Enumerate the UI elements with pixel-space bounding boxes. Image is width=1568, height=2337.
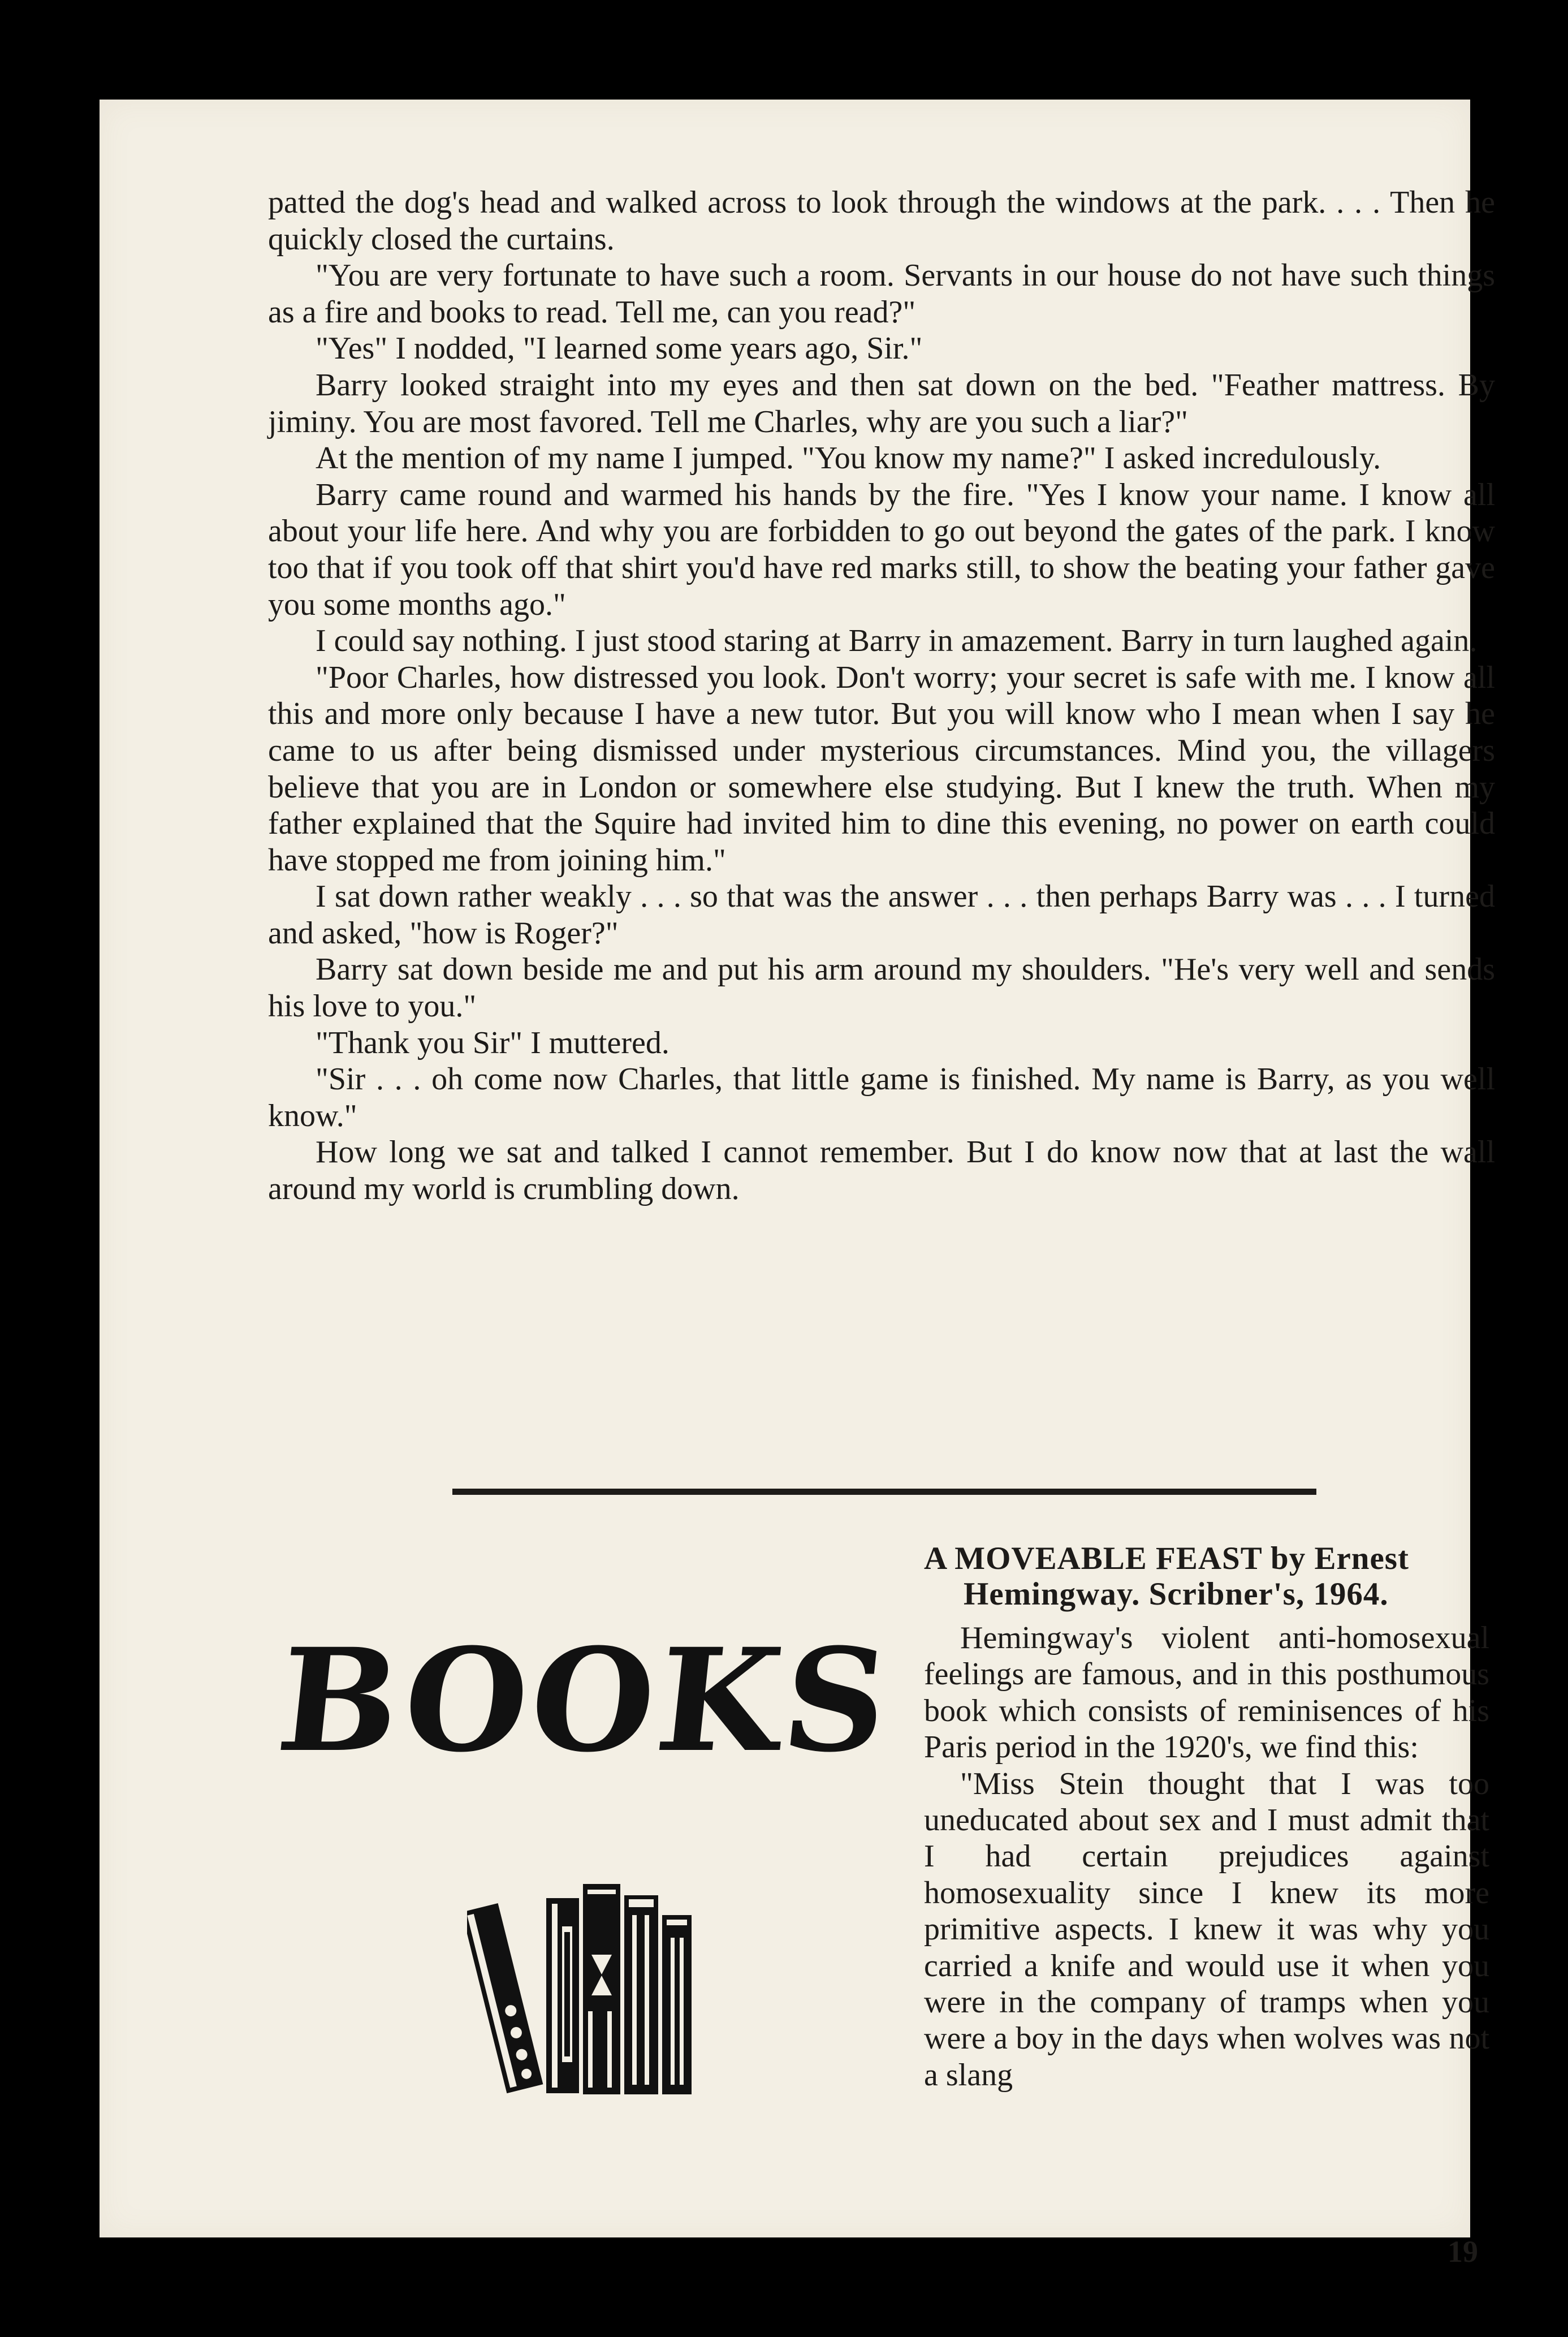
story-paragraph: "You are very fortunate to have such a room. Servants in our house do not have such things as a fire and books to read. Tell me, can you read?" bbox=[268, 258, 1495, 330]
story-paragraph: How long we sat and talked I cannot remember. But I do know now that at last the wall around my world is crumbling down. bbox=[268, 1135, 1495, 1207]
story-paragraph: I sat down rather weakly . . . so that was the answer . . . then perhaps Barry was . . . I turned and asked, "how is Roger?" bbox=[268, 879, 1495, 951]
story-paragraph: "Yes" I nodded, "I learned some years ago, Sir." bbox=[316, 331, 923, 366]
story-paragraph: At the mention of my name I jumped. "You know my name?" I asked incredulously. bbox=[316, 441, 1381, 476]
story-paragraph: Barry looked straight into my eyes and then sat down on the bed. "Feather mattress. By jiminy. You are most favored. Tell me Charles, why are you such a liar?" bbox=[268, 367, 1495, 439]
story-paragraph: "Thank you Sir" I muttered. bbox=[316, 1025, 669, 1060]
story-text bbox=[268, 184, 1495, 1208]
section-divider bbox=[452, 1489, 1316, 1495]
magazine-page bbox=[100, 100, 1495, 2269]
story-paragraph: Barry came round and warmed his hands by the fire. "Yes I know your name. I know all about your life here. And why you are forbidden to go out beyond the gates of the park. I know too that if you took off that shirt you'd have red marks still, to show the beating your father gave you some months ago." bbox=[268, 477, 1495, 622]
page-number: 19 bbox=[1448, 2235, 1478, 2269]
story-paragraph: I could say nothing. I just stood staring at Barry in amazement. Barry in turn laughed again. bbox=[316, 623, 1478, 659]
review-heading: A MOVEABLE FEAST by Ernest Hemingway. Scribner's, 1964. bbox=[924, 1541, 1409, 1612]
story-paragraph: "Sir . . . oh come now Charles, that little game is finished. My name is Barry, as you well know." bbox=[268, 1062, 1495, 1133]
story-paragraph: "Poor Charles, how distressed you look. Don't worry; your secret is safe with me. I know all this and more only because I have a new tutor. But you will know who I mean when I say he came to us after being dismissed under mysterious circumstances. Mind you, the villagers believe that you are in London or somewhere else studying. But I knew the truth. When my father explained that the Squire had invited him to dine this evening, no power on earth could have stopped me from joining him." bbox=[268, 659, 1495, 878]
review-paragraph: "Miss Stein thought that I was too uneducated about sex and I must admit that I had certain prejudices against homosexuality since I knew its more primitive aspects. I knew it was why you carried a knife and would use it when you were in the company of tramps when you were a boy in the days when wolves was not a slang bbox=[924, 1766, 1489, 2093]
books-section-title: BOOKS bbox=[270, 1617, 899, 1783]
review-paragraph: Hemingway's violent anti-homosexual feelings are famous, and in this posthumous book which consists of reminisences of his Paris period in the 1920's, we find this: bbox=[924, 1620, 1489, 1765]
book-review bbox=[924, 1541, 1489, 2093]
story-paragraph: Barry sat down beside me and put his arm around my shoulders. "He's very well and sends his love to you." bbox=[268, 952, 1495, 1024]
story-paragraph: patted the dog's head and walked across to look through the windows at the park. . . . Then he quickly closed the curtains. bbox=[268, 185, 1495, 257]
stack-of-books-icon bbox=[467, 1864, 705, 2102]
